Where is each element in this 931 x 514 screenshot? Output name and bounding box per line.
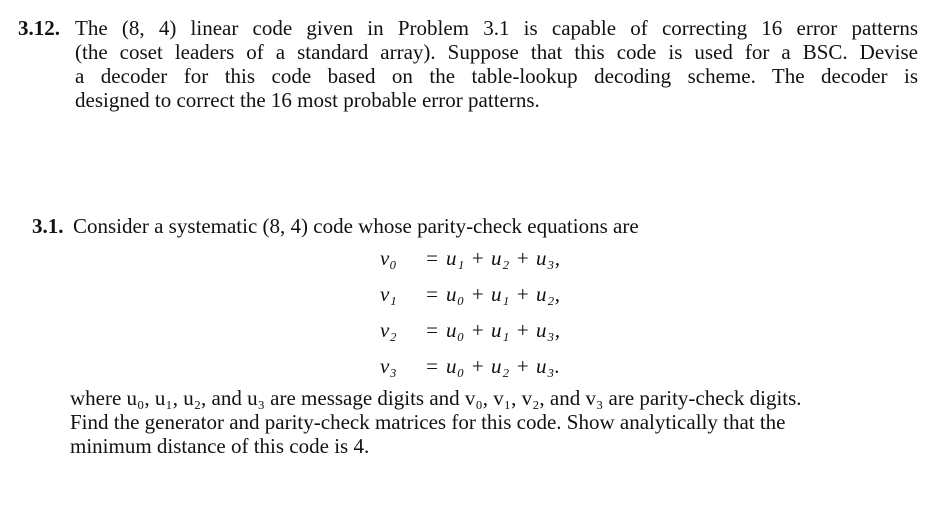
- problem-text-line: minimum distance of this code is 4.: [70, 434, 370, 458]
- equation-row: [380, 318, 700, 354]
- problem-text-line: where u₀, u₁, u₂, and u₃ are message digits and v₀, v₁, v₂, and v₃ are parity-check digits.: [70, 386, 802, 410]
- problem-text-line: designed to correct the 16 most probable error patterns.: [75, 88, 540, 112]
- problem-text-line: The (8, 4) linear code given in Problem 3.1 is capable of correcting 16 error patterns: [75, 16, 918, 40]
- equals-sign: =: [426, 246, 438, 270]
- equation-rhs: u₀ + u₂ + u₃.: [446, 354, 561, 378]
- parity-check-equations: [380, 246, 700, 390]
- equals-sign: =: [426, 318, 438, 342]
- equation-row: [380, 246, 700, 282]
- problem-number: 3.1.: [32, 214, 64, 238]
- problem-text-line: Consider a systematic (8, 4) code whose parity-check equations are: [73, 214, 639, 238]
- problem-number: 3.12.: [18, 16, 60, 40]
- equals-sign: =: [426, 282, 438, 306]
- problem-text-line: Find the generator and parity-check matrices for this code. Show analytically that the: [70, 410, 786, 434]
- equation-row: [380, 282, 700, 318]
- equation-rhs: u₀ + u₁ + u₃,: [446, 318, 561, 342]
- problem-3-12: [0, 6, 931, 126]
- equation-rhs: u₀ + u₁ + u₂,: [446, 282, 561, 306]
- equals-sign: =: [426, 354, 438, 378]
- problem-text-line: (the coset leaders of a standard array). Suppose that this code is used for a BSC. Devise: [75, 40, 918, 64]
- problem-text-line: a decoder for this code based on the table-lookup decoding scheme. The decoder is: [75, 64, 918, 88]
- equation-lhs: v₀: [380, 246, 397, 270]
- equation-row: [380, 354, 700, 390]
- problem-followup-text: [70, 386, 890, 458]
- equation-lhs: v₂: [380, 318, 397, 342]
- equation-lhs: v₃: [380, 354, 397, 378]
- problem-intro: [73, 214, 833, 238]
- problem-3-1: [0, 206, 931, 466]
- equation-rhs: u₁ + u₂ + u₃,: [446, 246, 561, 270]
- problem-text: [75, 16, 918, 112]
- equation-lhs: v₁: [380, 282, 397, 306]
